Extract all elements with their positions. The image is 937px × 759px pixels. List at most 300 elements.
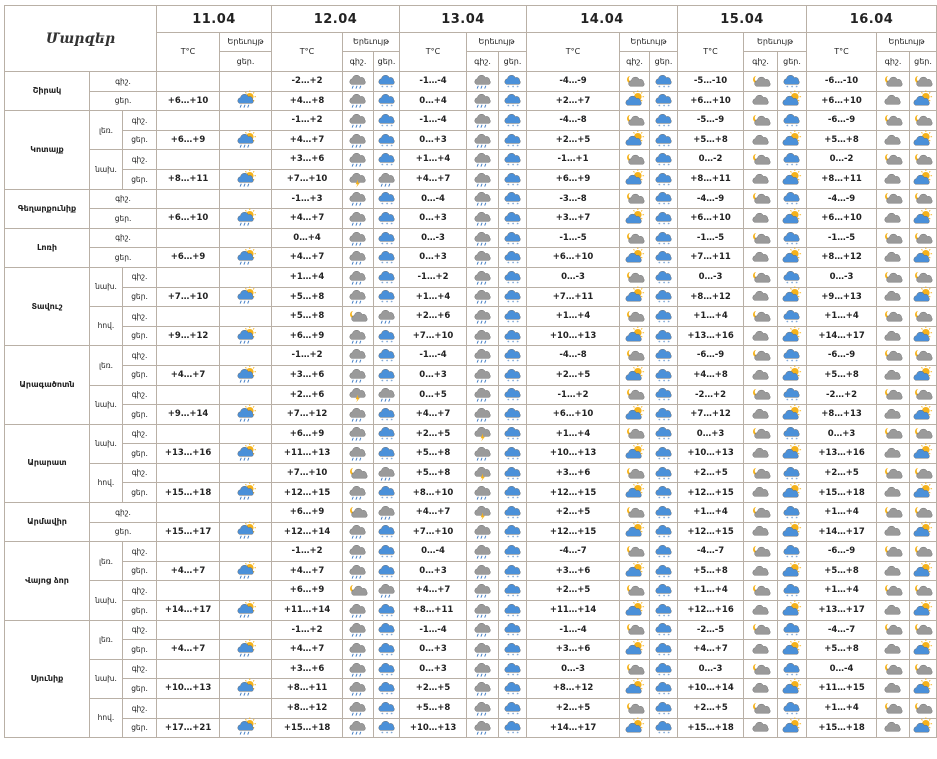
weather-cell xyxy=(620,91,650,111)
svg-text:*: * xyxy=(506,418,509,424)
weather-cell xyxy=(877,601,910,621)
weather-cell xyxy=(343,444,374,464)
weather-cell xyxy=(374,463,400,483)
temperature-cell xyxy=(157,307,220,327)
svg-text:*: * xyxy=(657,144,660,150)
weather-cell xyxy=(220,601,272,621)
temperature-cell: -4…-7 xyxy=(807,620,877,640)
cloud-snow-icon xyxy=(781,504,803,521)
temperature-cell: +2…+5 xyxy=(400,424,467,444)
cloud-sun-icon xyxy=(912,328,934,345)
svg-text:*: * xyxy=(390,575,393,581)
weather-cell xyxy=(620,287,650,307)
table-row xyxy=(5,91,937,111)
svg-text:*: * xyxy=(390,360,393,366)
svg-text:*: * xyxy=(662,399,665,405)
weather-cell xyxy=(374,150,400,170)
period-label: ցեր. xyxy=(123,444,157,464)
subregion-label: հով. xyxy=(90,307,123,346)
svg-text:*: * xyxy=(516,203,519,209)
svg-text:*: * xyxy=(657,732,660,738)
svg-text:*: * xyxy=(385,203,388,209)
cloud-snow-icon xyxy=(653,523,675,540)
temperature-cell: +4…+8 xyxy=(272,91,343,111)
svg-text:*: * xyxy=(786,673,789,679)
temperature-cell: +5…+8 xyxy=(272,287,343,307)
svg-text:*: * xyxy=(790,203,794,209)
svg-text:*: * xyxy=(662,536,665,542)
svg-text:*: * xyxy=(385,379,388,385)
svg-text:*: * xyxy=(795,516,798,522)
svg-text:*: * xyxy=(790,634,794,640)
weather-cell xyxy=(744,209,778,229)
svg-text:*: * xyxy=(657,418,660,424)
temperature-cell xyxy=(157,228,220,248)
temperature-cell: -2…+2 xyxy=(678,385,744,405)
weather-cell xyxy=(343,542,374,562)
cloud-snow-icon xyxy=(502,484,524,501)
weather-cell xyxy=(343,72,374,92)
cloud-icon xyxy=(750,328,772,345)
temperature-cell: +12…+15 xyxy=(527,483,620,503)
svg-text:*: * xyxy=(790,595,794,601)
weather-cell xyxy=(220,91,272,111)
cloud-sun-rain-icon xyxy=(235,484,257,501)
weather-cell xyxy=(374,111,400,131)
period-label: ցեր. xyxy=(123,287,157,307)
cloud-rain-icon xyxy=(472,523,494,540)
cloud-rain-icon xyxy=(472,269,494,286)
weather-cell xyxy=(220,522,272,542)
temperature-cell: -6…-10 xyxy=(807,72,877,92)
weather-cell xyxy=(778,346,807,366)
svg-text:*: * xyxy=(511,242,514,248)
cloud-rain-icon xyxy=(472,641,494,658)
cloud-snow-icon xyxy=(781,269,803,286)
table-row xyxy=(5,640,937,660)
svg-text:*: * xyxy=(506,301,509,307)
svg-text:*: * xyxy=(506,281,509,287)
weather-cell xyxy=(778,483,807,503)
cloud-icon xyxy=(750,563,772,580)
weather-cell xyxy=(650,620,678,640)
weather-cell xyxy=(910,640,937,660)
weather-cell xyxy=(650,659,678,679)
weather-cell xyxy=(910,405,937,425)
svg-text:*: * xyxy=(516,418,519,424)
svg-text:*: * xyxy=(390,105,393,111)
temperature-cell: +15…+18 xyxy=(807,718,877,738)
svg-text:*: * xyxy=(786,125,789,131)
weather-cell xyxy=(778,424,807,444)
weather-cell xyxy=(620,581,650,601)
cloud-lightning-icon xyxy=(472,504,494,521)
cloud-snow-icon xyxy=(653,288,675,305)
phenomena-header: Երեւույթ xyxy=(744,33,807,52)
svg-text:*: * xyxy=(516,634,519,640)
svg-text:*: * xyxy=(795,242,798,248)
temperature-cell: 0…+3 xyxy=(400,561,467,581)
temperature-cell: +8…+11 xyxy=(678,169,744,189)
temperature-cell xyxy=(157,111,220,131)
cloud-icon xyxy=(882,563,904,580)
weather-cell xyxy=(467,346,499,366)
temperature-cell: +2…+5 xyxy=(527,130,620,150)
temperature-cell: +5…+8 xyxy=(272,307,343,327)
svg-text:*: * xyxy=(516,360,519,366)
svg-text:*: * xyxy=(657,614,660,620)
weather-cell xyxy=(374,620,400,640)
weather-cell xyxy=(374,228,400,248)
weather-cell xyxy=(343,463,374,483)
cloud-rain-icon xyxy=(347,288,369,305)
temperature-cell: -5…-9 xyxy=(678,111,744,131)
weather-cell xyxy=(467,365,499,385)
svg-text:*: * xyxy=(390,458,393,464)
cloud-moon-icon xyxy=(624,151,646,168)
svg-text:*: * xyxy=(662,712,665,718)
period-label: ցեր. xyxy=(123,365,157,385)
cloud-snow-icon xyxy=(502,445,524,462)
svg-text:*: * xyxy=(385,438,388,444)
svg-text:*: * xyxy=(380,497,383,503)
weather-cell xyxy=(467,72,499,92)
svg-text:*: * xyxy=(662,320,665,326)
temperature-cell: +11…+13 xyxy=(272,444,343,464)
weather-cell xyxy=(374,483,400,503)
svg-text:*: * xyxy=(506,634,509,640)
svg-text:*: * xyxy=(662,595,665,601)
cloud-snow-icon xyxy=(502,465,524,482)
svg-text:*: * xyxy=(380,634,383,640)
cloud-rain-icon xyxy=(347,230,369,247)
temperature-cell xyxy=(220,581,272,601)
cloud-sun-icon xyxy=(781,563,803,580)
weather-cell xyxy=(650,91,678,111)
phenomena-header: Երեւույթ xyxy=(467,33,527,52)
weather-cell xyxy=(220,169,272,189)
cloud-sun-rain-icon xyxy=(235,680,257,697)
temperature-cell: +12…+14 xyxy=(272,522,343,542)
temp-header: T°C xyxy=(400,33,467,72)
svg-text:*: * xyxy=(662,575,665,581)
weather-cell xyxy=(343,679,374,699)
cloud-moon-icon xyxy=(624,700,646,717)
table-row xyxy=(5,581,937,601)
weather-cell xyxy=(467,561,499,581)
cloud-snow-icon xyxy=(376,210,398,227)
cloud-snow-icon xyxy=(376,367,398,384)
cloud-snow-icon xyxy=(502,406,524,423)
cloud-snow-icon xyxy=(502,171,524,188)
weather-cell xyxy=(374,444,400,464)
temperature-cell xyxy=(157,659,220,679)
svg-text:*: * xyxy=(511,281,514,287)
weather-cell xyxy=(467,542,499,562)
cloud-icon xyxy=(882,484,904,501)
cloud-rain-icon xyxy=(347,92,369,109)
subregion-label: նախ. xyxy=(90,267,123,306)
cloud-rain-icon xyxy=(472,602,494,619)
temperature-cell: +5…+8 xyxy=(807,561,877,581)
cloud-moon-icon xyxy=(624,621,646,638)
cloud-sun-icon xyxy=(912,719,934,736)
svg-text:*: * xyxy=(380,262,383,268)
table-row xyxy=(5,405,937,425)
weather-cell xyxy=(877,248,910,268)
temperature-cell: -2…+2 xyxy=(272,72,343,92)
temperature-cell: +13…+16 xyxy=(678,326,744,346)
weather-cell xyxy=(910,718,937,738)
svg-text:*: * xyxy=(390,242,393,248)
cloud-snow-icon xyxy=(653,92,675,109)
weather-cell xyxy=(650,130,678,150)
weather-cell xyxy=(467,679,499,699)
temperature-cell: +4…+7 xyxy=(400,581,467,601)
temperature-cell: +4…+7 xyxy=(157,365,220,385)
cloud-moon-icon xyxy=(912,582,934,599)
weather-cell xyxy=(220,209,272,229)
cloud-rain-icon xyxy=(347,210,369,227)
svg-text:*: * xyxy=(506,85,509,91)
cloud-snow-icon xyxy=(781,347,803,364)
weather-cell xyxy=(778,601,807,621)
weather-cell xyxy=(620,679,650,699)
weather-cell xyxy=(744,150,778,170)
table-row xyxy=(5,620,937,640)
weather-cell xyxy=(499,307,527,327)
table-row xyxy=(5,248,937,268)
period-label: ցեր. xyxy=(123,405,157,425)
cloud-icon xyxy=(882,406,904,423)
weather-cell xyxy=(620,463,650,483)
weather-cell xyxy=(910,679,937,699)
svg-text:*: * xyxy=(786,85,789,91)
cloud-icon xyxy=(882,523,904,540)
cloud-snow-icon xyxy=(781,425,803,442)
cloud-sun-icon xyxy=(781,680,803,697)
weather-cell xyxy=(499,483,527,503)
weather-cell xyxy=(620,307,650,327)
temperature-cell: 0…+5 xyxy=(400,385,467,405)
weather-cell xyxy=(467,483,499,503)
period-label: ցեր. xyxy=(123,679,157,699)
svg-text:*: * xyxy=(385,654,388,660)
weather-cell xyxy=(499,72,527,92)
svg-text:*: * xyxy=(790,164,794,170)
svg-text:*: * xyxy=(516,556,519,562)
region-name: Տավուշ xyxy=(5,267,90,345)
cloud-rain-icon xyxy=(472,73,494,90)
svg-text:*: * xyxy=(506,360,509,366)
weather-cell xyxy=(778,111,807,131)
temperature-cell: 0…-3 xyxy=(400,228,467,248)
weather-cell xyxy=(877,150,910,170)
temperature-cell xyxy=(220,424,272,444)
cloud-snow-icon xyxy=(502,386,524,403)
weather-cell xyxy=(499,267,527,287)
weather-cell xyxy=(343,405,374,425)
weather-cell xyxy=(374,659,400,679)
cloud-icon xyxy=(882,171,904,188)
svg-text:*: * xyxy=(506,125,509,131)
temperature-cell: +8…+13 xyxy=(807,405,877,425)
temperature-cell: +4…+7 xyxy=(272,130,343,150)
cloud-icon xyxy=(750,171,772,188)
cloud-snow-icon xyxy=(502,347,524,364)
cloud-snow-icon xyxy=(653,406,675,423)
cloud-sun-rain-icon xyxy=(235,132,257,149)
table-row xyxy=(5,679,937,699)
temperature-cell: -1…+2 xyxy=(272,111,343,131)
cloud-moon-icon xyxy=(750,112,772,129)
cloud-sun-icon xyxy=(624,563,646,580)
svg-text:*: * xyxy=(516,183,519,189)
phenomena-header: Երեւույթ xyxy=(220,33,272,52)
weather-cell xyxy=(877,189,910,209)
weather-cell xyxy=(877,385,910,405)
svg-text:*: * xyxy=(506,732,509,738)
cloud-rain-icon xyxy=(472,347,494,364)
cloud-moon-icon xyxy=(750,230,772,247)
temperature-cell: +4…+7 xyxy=(400,503,467,523)
weather-cell xyxy=(877,405,910,425)
cloud-snow-icon xyxy=(653,700,675,717)
svg-text:*: * xyxy=(516,242,519,248)
svg-text:*: * xyxy=(786,556,789,562)
weather-cell xyxy=(220,561,272,581)
temperature-cell: +1…+4 xyxy=(527,424,620,444)
day-subheader: ցեր. xyxy=(499,52,527,72)
cloud-sun-rain-icon xyxy=(235,563,257,580)
svg-text:*: * xyxy=(380,85,383,91)
weather-cell xyxy=(620,699,650,719)
svg-text:*: * xyxy=(385,536,388,542)
svg-text:*: * xyxy=(506,458,509,464)
weather-cell xyxy=(650,522,678,542)
weather-cell xyxy=(650,307,678,327)
cloud-moon-icon xyxy=(624,269,646,286)
cloud-rain-icon xyxy=(347,269,369,286)
svg-text:*: * xyxy=(506,340,509,346)
svg-text:*: * xyxy=(385,458,388,464)
svg-text:*: * xyxy=(662,203,665,209)
weather-cell xyxy=(343,659,374,679)
svg-text:*: * xyxy=(795,320,798,326)
weather-cell xyxy=(778,679,807,699)
temperature-cell: -1…-4 xyxy=(400,111,467,131)
weather-cell xyxy=(877,346,910,366)
cloud-sun-rain-icon xyxy=(235,602,257,619)
table-row xyxy=(5,72,937,92)
svg-text:*: * xyxy=(511,712,514,718)
weather-cell xyxy=(620,385,650,405)
weather-cell xyxy=(374,581,400,601)
period-label: ցեր. xyxy=(123,561,157,581)
svg-text:*: * xyxy=(667,497,670,503)
svg-text:*: * xyxy=(385,125,388,131)
svg-text:*: * xyxy=(516,732,519,738)
weather-cell xyxy=(374,72,400,92)
weather-cell xyxy=(877,561,910,581)
cloud-moon-icon xyxy=(624,112,646,129)
cloud-rain-icon xyxy=(472,92,494,109)
cloud-icon xyxy=(750,523,772,540)
cloud-moon-icon xyxy=(750,425,772,442)
temperature-cell xyxy=(220,228,272,248)
weather-cell xyxy=(343,522,374,542)
cloud-rain-icon xyxy=(472,700,494,717)
cloud-moon-icon xyxy=(624,425,646,442)
svg-text:*: * xyxy=(506,536,509,542)
date-header: 15.04 xyxy=(678,6,807,33)
svg-text:*: * xyxy=(390,379,393,385)
svg-text:*: * xyxy=(790,85,794,91)
weather-cell xyxy=(343,130,374,150)
weather-cell xyxy=(374,189,400,209)
cloud-sun-rain-icon xyxy=(235,288,257,305)
svg-text:*: * xyxy=(795,360,798,366)
svg-text:*: * xyxy=(667,360,670,366)
cloud-snow-icon xyxy=(502,602,524,619)
svg-text:*: * xyxy=(506,673,509,679)
svg-text:*: * xyxy=(667,105,670,111)
temperature-cell xyxy=(220,699,272,719)
cloud-icon xyxy=(882,445,904,462)
cloud-rain-icon xyxy=(472,484,494,501)
weather-cell xyxy=(744,91,778,111)
cloud-rain-icon xyxy=(347,543,369,560)
cloud-sun-icon xyxy=(912,602,934,619)
weather-cell xyxy=(343,699,374,719)
cloud-sun-icon xyxy=(781,484,803,501)
svg-text:*: * xyxy=(506,575,509,581)
svg-text:*: * xyxy=(657,399,660,405)
svg-text:*: * xyxy=(516,164,519,170)
weather-cell xyxy=(620,111,650,131)
period-label: ցեր. xyxy=(123,483,157,503)
temperature-cell: +1…+4 xyxy=(678,307,744,327)
svg-text:*: * xyxy=(516,438,519,444)
cloud-sun-icon xyxy=(912,92,934,109)
svg-text:*: * xyxy=(385,144,388,150)
svg-text:*: * xyxy=(667,144,670,150)
period-label: գիշ. xyxy=(90,228,157,248)
weather-cell xyxy=(220,444,272,464)
day-subheader: ցեր. xyxy=(220,52,272,72)
cloud-snow-icon xyxy=(502,523,524,540)
svg-text:*: * xyxy=(390,712,393,718)
weather-cell xyxy=(744,111,778,131)
cloud-snow-icon xyxy=(502,563,524,580)
weather-cell xyxy=(220,365,272,385)
cloud-moon-icon xyxy=(624,230,646,247)
svg-text:*: * xyxy=(511,399,514,405)
cloud-snow-icon xyxy=(502,190,524,207)
temperature-cell: +5…+8 xyxy=(807,640,877,660)
svg-text:*: * xyxy=(385,693,388,699)
svg-text:*: * xyxy=(795,281,798,287)
cloud-sun-icon xyxy=(781,92,803,109)
weather-cell xyxy=(910,287,937,307)
cloud-sun-icon xyxy=(624,367,646,384)
svg-text:*: * xyxy=(511,536,514,542)
weather-cell xyxy=(910,267,937,287)
cloud-sun-icon xyxy=(781,249,803,266)
cloud-icon xyxy=(750,406,772,423)
temperature-cell: +2…+6 xyxy=(272,385,343,405)
weather-cell xyxy=(877,307,910,327)
